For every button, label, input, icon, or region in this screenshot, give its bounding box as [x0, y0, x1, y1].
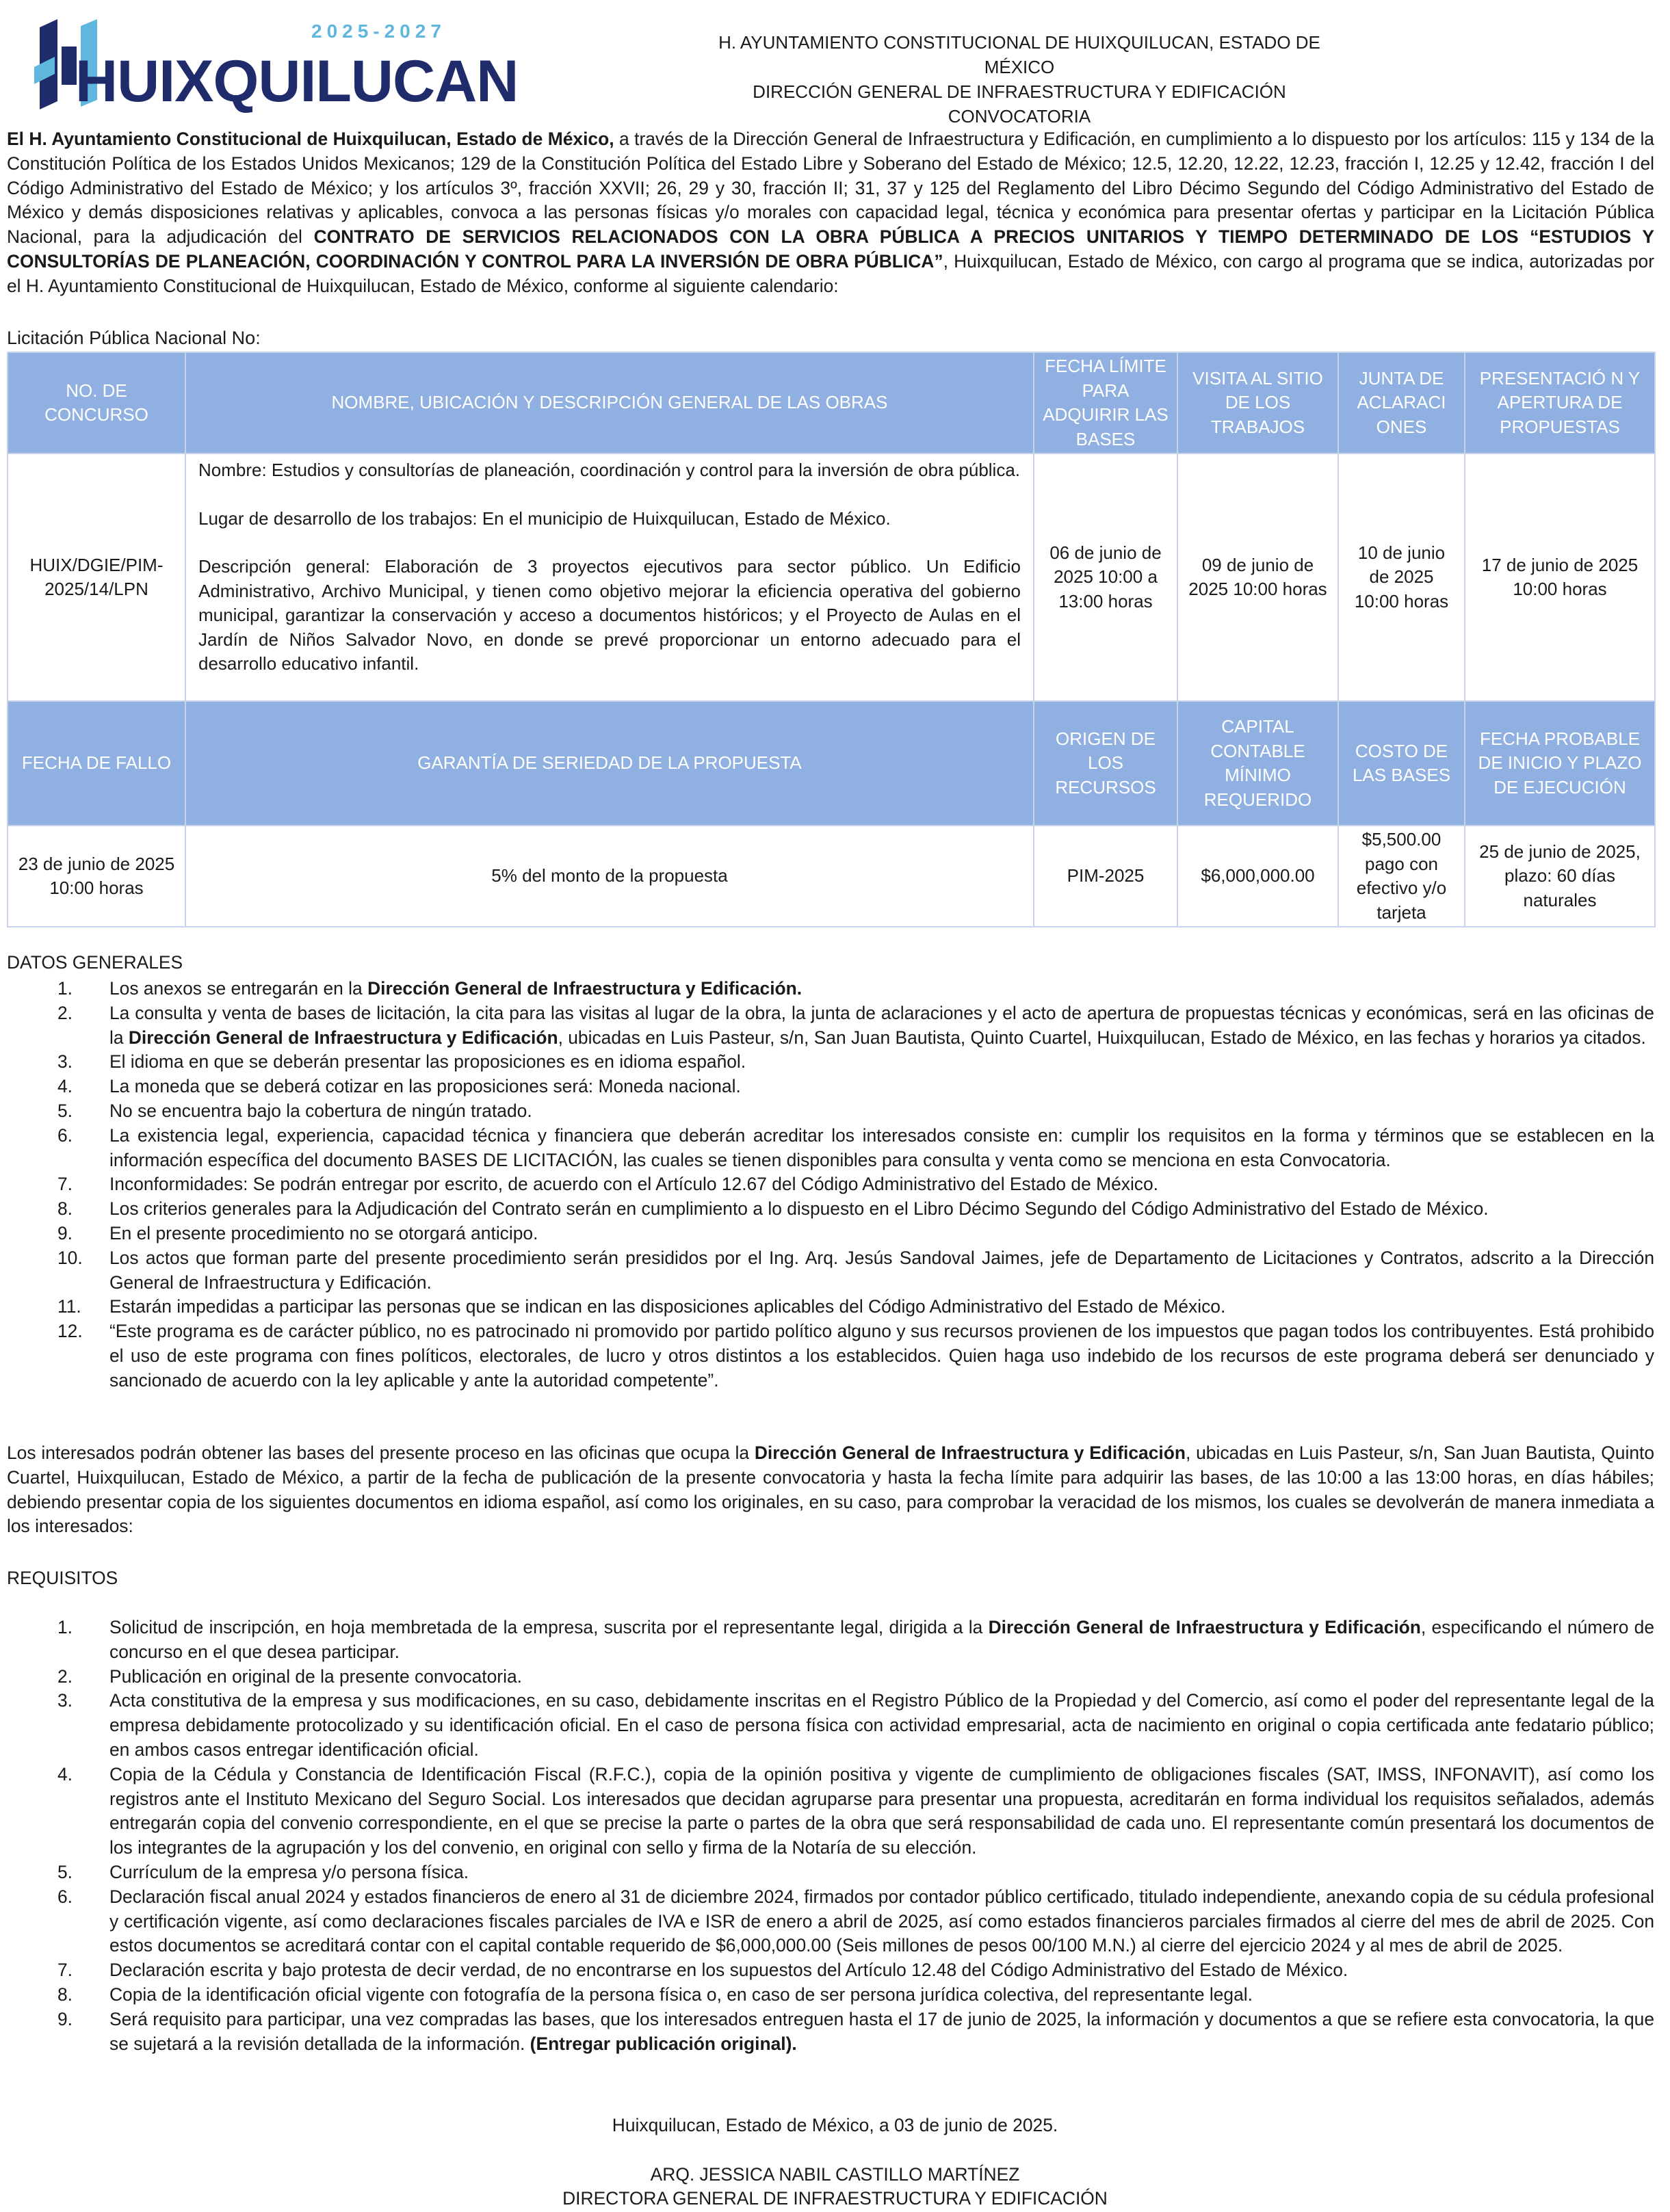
signer-position: DIRECTORA GENERAL DE INFRAESTRUCTURA Y EDIFICACIÓN [562, 2188, 1108, 2209]
list-item-number: 3. [57, 1690, 73, 1711]
list-item [7, 1172, 1654, 1197]
header-line-1: H. AYUNTAMIENTO CONSTITUCIONAL DE HUIXQUILUCAN, ESTADO DE MÉXICO [718, 32, 1320, 77]
header-cell: FECHA PROBABLE DE INICIO Y PLAZO DE EJECUCIÓN [1465, 701, 1655, 826]
list-item-number: 4. [57, 1076, 73, 1097]
document-header [712, 30, 1327, 129]
list-item [7, 1616, 1654, 1665]
list-item-number: 7. [57, 1174, 73, 1195]
list-item-text: Los anexos se entregarán en la [109, 978, 368, 999]
list-item [7, 1319, 1654, 1393]
header-cell: CAPITAL CONTABLE MÍNIMO REQUERIDO [1177, 701, 1338, 826]
list-item-text: En el presente procedimiento no se otorgará anticipo. [109, 1222, 538, 1243]
bases-text-bold: Dirección General de Infraestructura y Edificación [754, 1443, 1186, 1463]
inicio-cell: 25 de junio de 2025, plazo: 60 días naturales [1465, 826, 1655, 927]
list-item [7, 1099, 1654, 1124]
table-row [8, 826, 1655, 927]
capital-cell: $6,000,000.00 [1177, 826, 1338, 927]
list-item [7, 1001, 1654, 1051]
list-item-number: 1. [57, 1617, 73, 1637]
bases-text-pre: Los interesados podrán obtener las bases del presente proceso en las oficinas que ocupa la [7, 1443, 755, 1463]
list-item-text: No se encuentra bajo la cobertura de ningún tratado. [109, 1100, 532, 1121]
nombre-paragraph [198, 458, 1021, 483]
list-item-number: 12. [57, 1321, 83, 1342]
place-date: Huixquilucan, Estado de México, a 03 de junio de 2025. [612, 2115, 1058, 2135]
list-item-text: La consulta y venta de bases de licitación, la cita para las visitas al lugar de la obra, la junta de aclaraciones y el acto de apertura de propuestas técnicas y económicas, será en las oficinas de la [109, 1002, 1654, 1048]
lugar-value: En el municipio de Huixquilucan, Estado de México. [477, 508, 891, 529]
list-item-text: Declaración escrita y bajo protesta de decir verdad, de no encontrarse en los supuestos del Artículo 12.48 del Código Administrativo del Estado de México. [109, 1960, 1348, 1981]
header-cell: PRESENTACIÓ N Y APERTURA DE PROPUESTAS [1465, 352, 1655, 453]
descripcion-label: Descripción general: [198, 556, 371, 577]
list-item [7, 1665, 1654, 1689]
header-cell: FECHA LÍMITE PARA ADQUIRIR LAS BASES [1034, 352, 1177, 453]
logo-years: 2025-2027 [311, 21, 446, 42]
list-item [7, 2007, 1654, 2057]
list-item-text: Solicitud de inscripción, en hoja membretada de la empresa, suscrita por el representante legal, dirigida a la [109, 1617, 989, 1637]
list-item [7, 977, 1654, 1001]
list-item-number: 3. [57, 1051, 73, 1072]
intro-text-2: , Huixquilucan, Estado de México, con cargo al programa que se indica, autorizadas por el H. Ayuntamiento Constitucional de Huixquilucan, Estado de México, conforme al siguiente calendario: [7, 250, 1654, 296]
presentacion-cell: 17 de junio de 2025 10:00 horas [1465, 453, 1655, 701]
list-item-text: Los actos que forman parte del presente procedimiento serán presididos por el Ing. Arq. Jesús Sandoval Jaimes, jefe de Departamento de Licitaciones y Contratos, adscrito a la Dirección General de Infraestructura y Edificación. [109, 1247, 1654, 1293]
intro-bold-2: CONTRATO DE SERVICIOS RELACIONADOS CON LA OBRA PÚBLICA A PRECIOS UNITARIOS Y TIEMPO DETERMINADO DE LOS “ESTUDIOS Y CONSULTORÍAS DE PLANEACIÓN, COORDINACIÓN Y CONTROL PARA LA INVERSIÓN DE OBRA PÚBLICA” [7, 226, 1654, 272]
list-item-number: 2. [57, 1665, 73, 1687]
concurso-number: HUIX/DGIE/PIM-2025/14/LPN [8, 453, 185, 701]
datos-generales-list [7, 977, 1654, 1393]
list-item-text: Declaración fiscal anual 2024 y estados financieros de enero al 31 de diciembre 2024, firmados por contador público certificado, titulado independiente, anexando copia de su cédula profesional y certificación vigente, así como declaraciones fiscales parciales de IVA e ISR de enero a abril de 2025, así como estados financieros parciales firmados al cierre del mes de abril de 2025. Con estos documentos se acreditará contar con el capital contable requerido de $6,000,000.00 (Seis millones de pesos 00/100 M.N.) al cierre del ejercicio 2024 y al mes de abril de 2025. [109, 1886, 1654, 1956]
bases-paragraph [7, 1441, 1654, 1539]
nombre-value: Estudios y consultorías de planeación, coordinación y control para la inversión de obra pública. [266, 460, 1021, 480]
origen-cell: PIM-2025 [1034, 826, 1177, 927]
header-cell: NO. DE CONCURSO [8, 352, 185, 453]
list-item-text: Publicación en original de la presente convocatoria. [109, 1665, 522, 1687]
header-cell: VISITA AL SITIO DE LOS TRABAJOS [1177, 352, 1338, 453]
list-item-number: 10. [57, 1247, 83, 1268]
header-line-2: DIRECCIÓN GENERAL DE INFRAESTRUCTURA Y EDIFICACIÓN [753, 81, 1286, 102]
header-cell: ORIGEN DE LOS RECURSOS [1034, 701, 1177, 826]
list-item [7, 1246, 1654, 1295]
list-item-number: 6. [57, 1886, 73, 1907]
list-item-text: La existencia legal, experiencia, capacidad técnica y financiera que deberán acreditar los interesados consiste en: cumplir los requisitos en la forma y términos que se establecen en la información específica del documento BASES DE LICITACIÓN, las cuales se tienen disponibles para consulta y venta como se menciona en esta Convocatoria. [109, 1124, 1654, 1170]
list-item-number: 2. [57, 1002, 73, 1023]
signer-name: ARQ. JESSICA NABIL CASTILLO MARTÍNEZ [650, 2164, 1020, 2185]
list-item-text: Acta constitutiva de la empresa y sus modificaciones, en su caso, debidamente inscritas en el Registro Público de la Propiedad y del Comercio, así como el poder del representante legal de la empresa debidamente protocolizado y su identificación oficial. En el caso de persona física con actividad empresarial, acta de nacimiento en original o copia certificada ante fedatario público; en ambos casos entregar identificación oficial. [109, 1690, 1654, 1760]
costo-cell: $5,500.00 pago con efectivo y/o tarjeta [1338, 826, 1465, 927]
requisitos-title: REQUISITOS [7, 1568, 118, 1588]
list-item-bold-text: (Entregar publicación original). [530, 2033, 797, 2054]
header-cell: JUNTA DE ACLARACI ONES [1338, 352, 1465, 453]
descripcion-value: Elaboración de 3 proyectos ejecutivos para sector público. Un Edificio Administrativo, Archivo Municipal, y tienen como objetivo mejorar la eficiencia operativa del gobierno municipal, garantizar la conservación y acceso a documentos históricos; y el Proyecto de Aulas en el Jardín de Niños Salvador Novo, en donde se prevé proporcionar un entorno adecuado para el desarrollo educativo infantil. [198, 556, 1021, 674]
list-item [7, 1885, 1654, 1958]
list-item-text-post: , especificando el número de concurso en el que desea participar. [109, 1617, 1655, 1662]
bases-text-post: , ubicadas en Luis Pasteur, s/n, San Juan Bautista, Quinto Cuartel, Huixquilucan, Estado de México, a partir de la fecha de publicación de la presente convocatoria y hasta la fecha límite para adquirir las bases, de las 10:00 a las 13:00 horas, en días hábiles; debiendo presentar copia de los siguientes documentos en idioma español, así como los originales, en su caso, para comprobar la veracidad de los mismos, los cuales se devolverán de manera inmediata a los interesados: [7, 1443, 1655, 1537]
descripcion-paragraph [198, 555, 1021, 676]
fallo-cell: 23 de junio de 2025 10:00 horas [8, 826, 185, 927]
list-item-text-post: , ubicadas en Luis Pasteur, s/n, San Juan Bautista, Quinto Cuartel, Huixquilucan, Estado de México, en las fechas y horarios ya citados. [558, 1027, 1646, 1048]
logo-brand-text: HUIXQUILUCAN [75, 49, 519, 114]
intro-bold-1: El H. Ayuntamiento Constitucional de Huixquilucan, Estado de México, [7, 129, 614, 149]
fecha-limite-cell: 06 de junio de 2025 10:00 a 13:00 horas [1034, 453, 1177, 701]
header-cell: FECHA DE FALLO [8, 701, 185, 826]
list-item-number: 1. [57, 978, 73, 999]
list-item [7, 1860, 1654, 1885]
requisitos-list [7, 1616, 1654, 2056]
list-item-bold-text: Dirección General de Infraestructura y Edificación [988, 1617, 1421, 1637]
list-item-number: 9. [57, 1222, 73, 1243]
header-cell: COSTO DE LAS BASES [1338, 701, 1465, 826]
list-item [7, 1689, 1654, 1762]
list-item-number: 5. [57, 1100, 73, 1121]
list-item [7, 1763, 1654, 1860]
list-item [7, 1983, 1654, 2007]
table-row [8, 453, 1655, 701]
list-item [7, 1050, 1654, 1075]
list-item-number: 9. [57, 2008, 73, 2029]
list-item-text: Estarán impedidas a participar las personas que se indican en las disposiciones aplicables del Código Administrativo del Estado de México. [109, 1296, 1226, 1317]
convocatoria-table [7, 352, 1656, 927]
list-item-text: Inconformidades: Se podrán entregar por escrito, de acuerdo con el Artículo 12.67 del Código Administrativo del Estado de México. [109, 1174, 1159, 1195]
licitacion-label: Licitación Pública Nacional No: [7, 328, 261, 348]
list-item-number: 8. [57, 1198, 73, 1220]
list-item-text: Será requisito para participar, una vez compradas las bases, que los interesados entreguen hasta el 17 de junio de 2025, la información y documentos a que se refiere esta convocatoria, la que se sujetará a la revisión detallada de la información. [109, 2008, 1654, 2054]
visita-cell: 09 de junio de 2025 10:00 horas [1177, 453, 1338, 701]
list-item-number: 8. [57, 1984, 73, 2005]
header-line-3: CONVOCATORIA [948, 106, 1091, 127]
list-item-bold-text: Dirección General de Infraestructura y Edificación [128, 1027, 558, 1048]
nombre-label: Nombre: [198, 460, 267, 480]
list-item-text: Copia de la identificación oficial vigente con fotografía de la persona física o, en caso de ser persona jurídica colectiva, del representante legal. [109, 1984, 1253, 2005]
list-item-text: Copia de la Cédula y Constancia de Identificación Fiscal (R.F.C.), copia de la opinión positiva y vigente de cumplimiento de obligaciones fiscales (SAT, IMSS, INFONAVIT), así como los registros ante el Instituto Mexicano del Seguro Social. Los interesados que decidan agruparse para presentar una propuesta, acreditarán en forma individual los requisitos señalados, además entregarán copia del convenio correspondiente, en el que se precise la parte o partes de la obra que será responsabilidad de cada uno. El representante común presentará los documentos de los integrantes de la agrupación y los del convenio, en original con sello y firma de la Notaría de su elección. [109, 1763, 1654, 1858]
list-item-number: 6. [57, 1124, 73, 1146]
list-item [7, 1075, 1654, 1099]
list-item [7, 1197, 1654, 1222]
list-item-number: 5. [57, 1861, 73, 1882]
garantia-cell: 5% del monto de la propuesta [185, 826, 1034, 927]
lugar-paragraph [198, 507, 1021, 531]
lugar-label: Lugar de desarrollo de los trabajos: [198, 508, 478, 529]
list-item [7, 1124, 1654, 1173]
list-item-number: 4. [57, 1763, 73, 1785]
junta-cell: 10 de junio de 2025 10:00 horas [1338, 453, 1465, 701]
header-cell: GARANTÍA DE SERIEDAD DE LA PROPUESTA [185, 701, 1034, 826]
list-item-text: La moneda que se deberá cotizar en las proposiciones será: Moneda nacional. [109, 1076, 741, 1097]
table-header-row-1 [8, 352, 1655, 453]
work-description-cell [185, 453, 1034, 701]
intro-text-1: a través de la Dirección General de Infraestructura y Edificación, en cumplimiento a lo dispuesto por los artículos: 115 y 134 de la Constitución Política de los Estados Unidos Mexicanos; 129 de la Constitución Política del Estado Libre y Soberano del Estado de México; 12.5, 12.20, 12.22, 12.23, fracción I, 12.25 y 12.42, fracción I del Código Administrativo del Estado de México; y los artículos 3º, fracción XXVII; 26, 29 y 30, fracción II; 31, 37 y 125 del Reglamento del Libro Décimo Segundo del Código Administrativo del Estado de México y demás disposiciones relativas y aplicables, convoca a las personas físicas y/o morales con capacidad legal, técnica y económica para presentar ofertas y participar en la Licitación Pública Nacional, para la adjudicación del [7, 129, 1654, 248]
datos-generales-title: DATOS GENERALES [7, 952, 183, 973]
list-item-text: El idioma en que se deberán presentar las proposiciones es en idioma español. [109, 1051, 746, 1072]
list-item-number: 7. [57, 1960, 73, 1981]
header-cell: NOMBRE, UBICACIÓN Y DESCRIPCIÓN GENERAL DE LAS OBRAS [185, 352, 1034, 453]
list-item [7, 1295, 1654, 1319]
list-item-text: Currículum de la empresa y/o persona física. [109, 1861, 469, 1882]
list-item-bold-text: Dirección General de Infraestructura y Edificación. [367, 978, 803, 999]
list-item [7, 1222, 1654, 1246]
intro-paragraph [7, 127, 1654, 299]
table-header-row-2 [8, 701, 1655, 826]
list-item-text: Los criterios generales para la Adjudicación del Contrato serán en cumplimiento a lo dispuesto en el Libro Décimo Segundo del Código Administrativo del Estado de México. [109, 1198, 1489, 1220]
list-item [7, 1958, 1654, 1983]
list-item-text: “Este programa es de carácter público, no es patrocinado ni promovido por partido político alguno y sus recursos provienen de los impuestos que pagan todos los contribuyentes. Está prohibido el uso de este programa con fines políticos, electorales, de lucro y otros distintos a los establecidos. Quien haga uso indebido de los recursos de este programa deberá ser denunciado y sancionado de acuerdo con la ley aplicable y ante la autoridad competente”. [109, 1321, 1654, 1391]
list-item-number: 11. [57, 1296, 81, 1317]
